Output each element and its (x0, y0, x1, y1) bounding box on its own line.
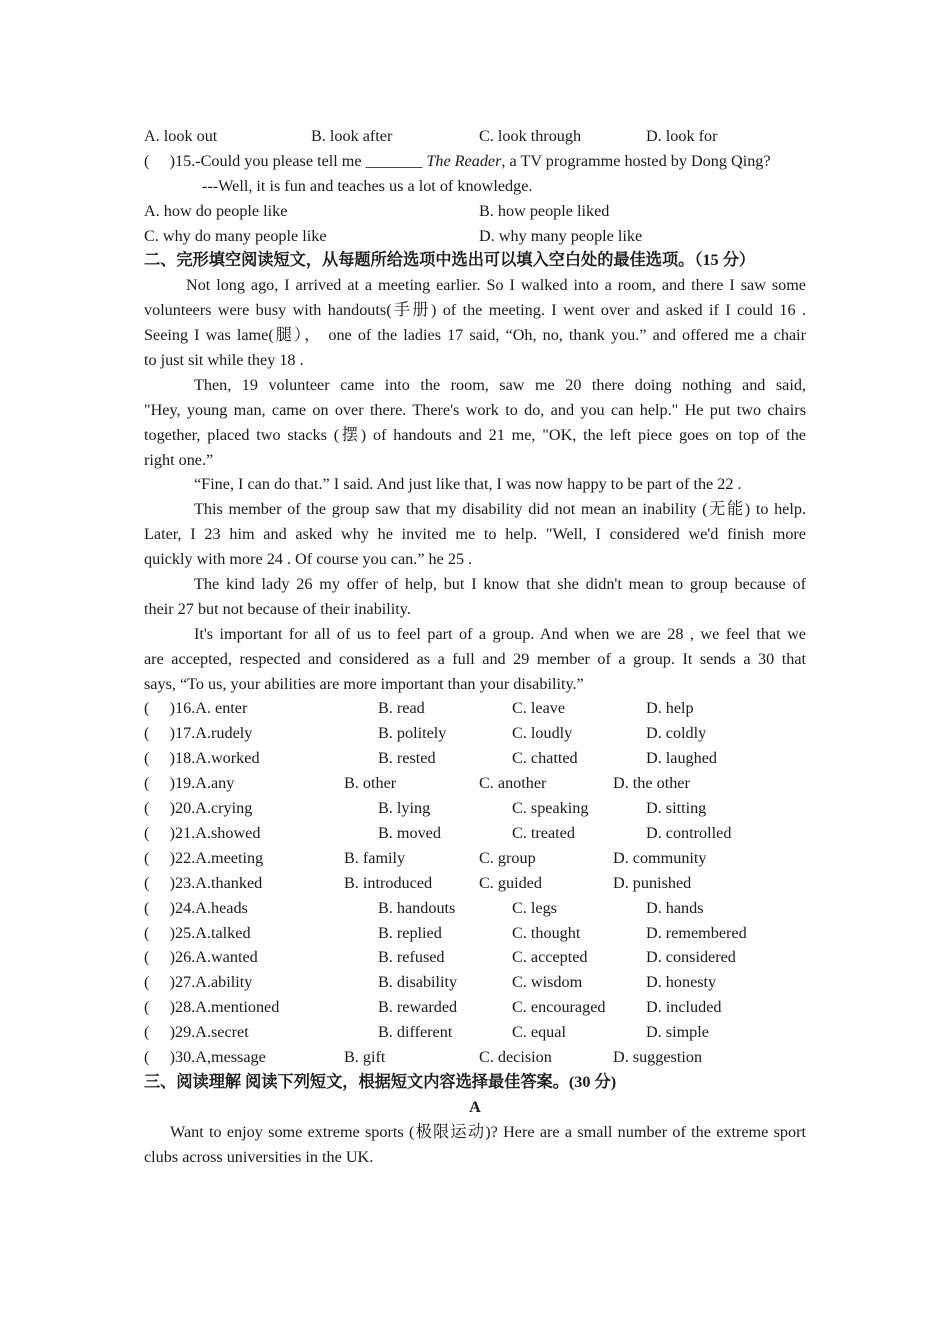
option-d: D. the other (613, 774, 690, 793)
option-c: C. look through (479, 127, 582, 145)
question-row (144, 721, 806, 746)
exam-page (144, 124, 806, 1169)
passage-line: "Hey, young man, came on over there. There's work to do, and you can help." He put two chairs (144, 400, 806, 419)
option-b: B. family (344, 848, 406, 867)
passage-line: quickly with more 24 . Of course you can.” he 25 . (144, 550, 473, 569)
option-c: C. another (479, 774, 547, 793)
option-c: C. guided (479, 873, 542, 892)
question-stem: ( )18.A.worked (144, 749, 260, 768)
question-row (144, 896, 806, 921)
q15-reply: ---Well, it is fun and teaches us a lot of knowledge. (202, 176, 533, 195)
question-row (144, 970, 806, 995)
question-row (144, 1045, 806, 1070)
question-stem: ( )30.A,message (144, 1047, 266, 1066)
option-d: D. why many people like (479, 226, 643, 245)
option-b: B. disability (378, 973, 458, 992)
question-stem: ( )29.A.secret (144, 1023, 249, 1042)
option-b: B. replied (378, 923, 442, 942)
section2-heading: 二、完形填空阅读短文，从每题所给选项中选出可以填入空白处的最佳选项。（15 分） (144, 251, 756, 270)
option-d: D. laughed (646, 749, 718, 768)
option-d: D. considered (646, 948, 736, 967)
option-c: C. decision (479, 1047, 552, 1066)
question-stem: ( )22.A.meeting (144, 848, 264, 867)
option-c: C. speaking (512, 799, 589, 818)
option-d: D. simple (646, 1023, 709, 1042)
option-d: D. sitting (646, 799, 707, 818)
question-row (144, 945, 806, 970)
question-stem: ( )26.A.wanted (144, 948, 258, 967)
option-d: D. remembered (646, 923, 747, 942)
question-stem: ( )16.A. enter (144, 699, 248, 718)
option-b: B. handouts (378, 898, 456, 917)
option-c: C. treated (512, 823, 575, 842)
option-c: C. equal (512, 1023, 566, 1042)
question-row (144, 771, 806, 796)
option-b: B. gift (344, 1047, 386, 1066)
q15-options-row1 (144, 199, 806, 224)
question-stem: ( )19.A.any (144, 774, 235, 793)
question-stem: ( )25.A.talked (144, 923, 251, 942)
option-b: B. how people liked (479, 201, 610, 220)
reading-intro-line: Want to enjoy some extreme sports (极限运动)? Here are a small number of the extreme sport (170, 1122, 806, 1141)
reading-intro-line: clubs across universities in the UK. (144, 1147, 374, 1166)
question-row (144, 995, 806, 1020)
passage-line: their 27 but not because of their inability. (144, 599, 411, 618)
passage-line: to just sit while they 18 . (144, 351, 304, 370)
option-b: B. introduced (344, 873, 433, 892)
option-b: B. politely (378, 724, 447, 743)
passage-line: Seeing I was lame(腿）， one of the ladies 17 said, “Oh, no, thank you.” and offered me a chair (144, 326, 806, 345)
passage-line: Then, 19 volunteer came into the room, saw me 20 there doing nothing and said, (194, 375, 806, 394)
option-d: D. punished (613, 873, 692, 892)
passage-line: says, “To us, your abilities are more important than your disability.” (144, 674, 584, 693)
option-c: C. wisdom (512, 973, 583, 992)
option-b: B. rewarded (378, 998, 458, 1017)
option-b: B. rested (378, 749, 436, 768)
q15-stem (144, 149, 806, 174)
option-b: B. moved (378, 823, 441, 842)
option-d: D. look for (646, 127, 718, 145)
option-b: B. refused (378, 948, 445, 967)
passage-line: The kind lady 26 my offer of help, but I know that she didn't mean to group because of (194, 575, 806, 594)
option-d: D. included (646, 998, 722, 1017)
q15-stem-end: , a TV programme hosted by Dong Qing? (501, 151, 771, 170)
option-b: B. look after (311, 127, 393, 145)
question-stem: ( )23.A.thanked (144, 873, 263, 892)
option-c: C. encouraged (512, 998, 606, 1017)
question-row (144, 821, 806, 846)
q15-title: The Reader (426, 151, 502, 170)
question-stem: ( )28.A.mentioned (144, 998, 280, 1017)
option-b: B. read (378, 699, 425, 718)
question-row (144, 871, 806, 896)
question-row (144, 696, 806, 721)
question-row (144, 921, 806, 946)
passage-line: volunteers were busy with handouts(手册) of the meeting. I went over and asked if I could 16 . (144, 301, 806, 320)
option-c: C. why do many people like (144, 226, 327, 245)
passage-line: It's important for all of us to feel part of a group. And when we are 28 , we feel that we (194, 624, 806, 643)
option-c: C. chatted (512, 749, 578, 768)
cloze-passage (144, 273, 806, 696)
passage-line: together, placed two stacks (摆) of handouts and 21 me, "OK, the left piece goes on top of the (144, 425, 806, 444)
section3-heading: 三、阅读理解 阅读下列短文，根据短文内容选择最佳答案。(30 分) (144, 1072, 617, 1091)
option-d: D. help (646, 699, 694, 718)
part-label: A (469, 1097, 481, 1116)
passage-line: “Fine, I can do that.” I said. And just like that, I was now happy to be part of the 22 . (194, 475, 742, 494)
option-b: B. different (378, 1023, 453, 1042)
option-c: C. legs (512, 898, 557, 917)
option-b: B. other (344, 774, 397, 793)
option-a: A. how do people like (144, 201, 288, 220)
option-c: C. leave (512, 699, 566, 718)
q15-stem-start: ( )15.-Could you please tell me _______ (144, 151, 427, 170)
option-d: D. hands (646, 898, 704, 917)
question-stem: ( )27.A.ability (144, 973, 253, 992)
passage-line: right one.” (144, 450, 214, 469)
question-row (144, 746, 806, 771)
question-stem: ( )21.A.showed (144, 823, 261, 842)
option-c: C. accepted (512, 948, 588, 967)
passage-line: Later, I 23 him and asked why he invited me to help. "Well, I considered we'd finish more (144, 525, 806, 544)
option-c: C. group (479, 848, 536, 867)
question-row (144, 846, 806, 871)
option-d: D. coldly (646, 724, 707, 743)
cloze-questions (144, 696, 806, 1069)
q15-options-row2 (144, 224, 806, 249)
option-b: B. lying (378, 799, 431, 818)
question-stem: ( )20.A.crying (144, 799, 253, 818)
option-a: A. look out (144, 127, 218, 145)
option-d: D. community (613, 848, 707, 867)
option-c: C. thought (512, 923, 581, 942)
option-d: D. honesty (646, 973, 717, 992)
question-stem: ( )24.A.heads (144, 898, 248, 917)
question-stem: ( )17.A.rudely (144, 724, 253, 743)
passage-line: This member of the group saw that my disability did not mean an inability (无能) to help. (194, 500, 806, 519)
option-d: D. controlled (646, 823, 732, 842)
option-c: C. loudly (512, 724, 573, 743)
passage-line: Not long ago, I arrived at a meeting earlier. So I walked into a room, and there I saw some (186, 276, 806, 295)
passage-line: are accepted, respected and considered as a full and 29 member of a group. It sends a 30 that (144, 649, 806, 668)
question-row (144, 796, 806, 821)
option-d: D. suggestion (613, 1047, 703, 1066)
question-row (144, 1020, 806, 1045)
q14-options (144, 124, 806, 149)
